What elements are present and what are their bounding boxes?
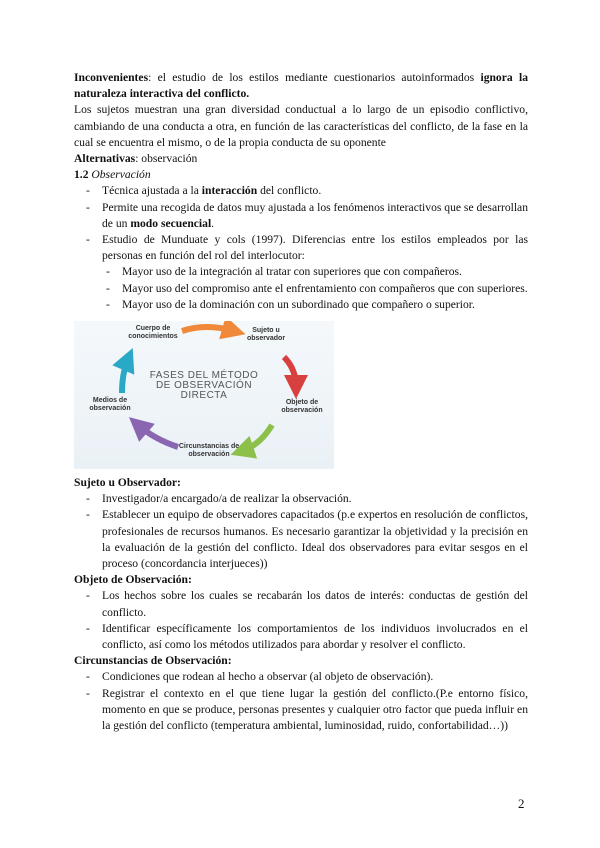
label-objeto: Objeto de observación <box>281 399 323 415</box>
list-item: - Investigador/a encargado/a de realizar la observación. <box>74 491 528 507</box>
inconvenientes-label: Inconvenientes <box>74 71 149 84</box>
alternativas-line <box>74 151 528 167</box>
document-page <box>74 70 528 734</box>
intro-paragraph: Los sujetos muestran una gran diversidad conductual a lo largo de un episodio conflictivo, cambiando de una conducta a otra, en función de las características del conflicto, de la fase en la cual se encuentra el mismo, o de la propia conducta de su oponente <box>74 103 528 149</box>
sujeto-list <box>74 491 528 572</box>
list-subitem: - Mayor uso del compromiso ante el enfrentamiento con compañeros que con superiores. <box>74 281 528 297</box>
list-subitem: - Mayor uso de la integración al tratar con superiores que con compañeros. <box>74 264 528 280</box>
list-item-text: del conflicto. <box>257 184 322 198</box>
fases-diagram <box>74 321 334 469</box>
list-item <box>74 200 528 232</box>
list-item: - Registrar el contexto en el que tiene lugar la gestión del conflicto.(P.e entorno físico, momento en que se produce, personas presentes y cualquier otro factor que pueda influir en la gestión del conflicto (temperatura ambiental, luminosidad, ruido, confortabilidad…)) <box>74 686 528 735</box>
alternativas-label: Alternativas <box>74 152 136 166</box>
objeto-list <box>74 588 528 653</box>
circunstancias-heading: Circunstancias de Observación: <box>74 654 232 668</box>
list-item <box>74 183 528 199</box>
section-heading-observacion <box>74 167 528 183</box>
objeto-heading: Objeto de Observación: <box>74 573 192 587</box>
list-item: - Estudio de Munduate y cols (1997). Diferencias entre los estilos empleados por las personas en función del rol del interlocutor: <box>74 232 528 264</box>
diagram-center-title: FASES DEL MÉTODO DE OBSERVACIÓN DIRECTA <box>149 370 259 402</box>
list-item: - Condiciones que rodean al hecho a observar (al objeto de observación). <box>74 669 528 685</box>
label-circunstancias: Circunstancias de observación <box>178 443 240 459</box>
arrow-green <box>242 425 272 451</box>
inconvenientes-text: : el estudio de los estilos mediante cuestionarios autoinformados <box>148 71 481 84</box>
page-number: 2 <box>518 796 525 811</box>
circunstancias-list <box>74 669 528 734</box>
list-item-text: Técnica ajustada a la <box>102 184 202 198</box>
list-item-text: . <box>211 216 215 230</box>
list-item: - Establecer un equipo de observadores capacitados (p.e expertos en resolución de conflictos, profesionales de recursos humanos. Es necesario garantizar la objetividad y la precisión en la evaluación de la gestión del conflicto. Ideal dos observadores para evitar sesgos en el proceso (concordancia interjueces)) <box>74 507 528 572</box>
inconvenientes-bold: ignora la naturaleza interactiva del conflicto. <box>74 71 529 101</box>
list-item: - Identificar específicamente los comportamientos de los individuos involucrados en el conflicto, así como los métodos utilizados para abordar y resolver el conflicto. <box>74 621 528 653</box>
section-title: Observación <box>91 168 151 182</box>
label-cuerpo: Cuerpo de conocimientos <box>128 325 178 341</box>
list-item-bold: modo secuencial <box>130 216 212 230</box>
alternativas-text: : observación <box>135 152 198 166</box>
arrow-teal <box>122 359 128 393</box>
list-subitem: - Mayor uso de la dominación con un subordinado que compañero o superior. <box>74 297 528 313</box>
list-item-text: Permite una recogida de datos muy ajustada a los fenómenos interactivos que se desarrollan de un <box>102 200 528 230</box>
list-item-bold: interacción <box>201 184 258 198</box>
arrow-red <box>284 357 296 387</box>
label-sujeto: Sujeto u observador <box>246 327 286 343</box>
arrow-orange <box>182 327 234 331</box>
sujeto-heading: Sujeto u Observador: <box>74 476 181 490</box>
observacion-list <box>74 183 528 313</box>
inconvenientes-paragraph <box>74 70 528 102</box>
section-number: 1.2 <box>74 168 92 182</box>
label-medios: Medios de observación <box>89 397 131 413</box>
list-item: - Los hechos sobre los cuales se recabarán los datos de interés: conductas de gestión del conflicto. <box>74 588 528 620</box>
